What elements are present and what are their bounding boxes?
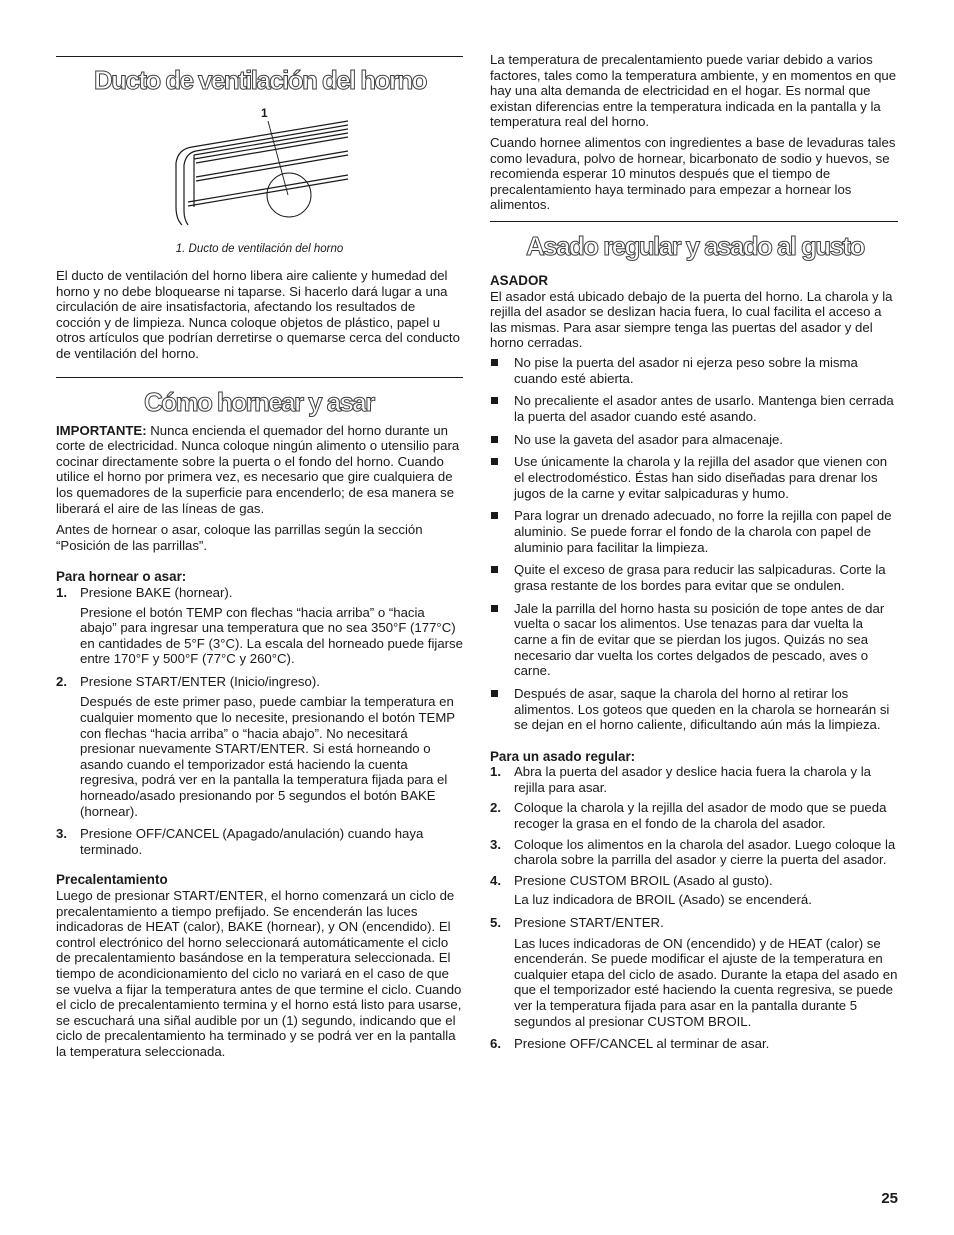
preheat-paragraph-3: Cuando hornee alimentos con ingredientes a base de levaduras tales como levadura, polvo de hornear, bicarbonato de sodio y huevos, se recomienda esperar 10 minutos después que el tiempo de precalentamiento haya terminado para empezar a hornear los alimentos. bbox=[490, 134, 896, 213]
bullet-marker bbox=[491, 605, 498, 612]
bake-step bbox=[56, 826, 463, 857]
section-rule bbox=[490, 221, 898, 222]
page-number: 25 bbox=[881, 1190, 898, 1207]
bullet-text: Quite el exceso de grasa para reducir las salpicaduras. Corte la grasa restante de los bordes para evitar que se ondulen. bbox=[514, 562, 886, 593]
step-text: Presione BAKE (hornear). bbox=[80, 584, 233, 600]
bullet-text: Para lograr un drenado adecuado, no forre la rejilla con papel de aluminio. Se puede forrar el fondo de la charola con papel de aluminio para facilitar la limpieza. bbox=[514, 508, 892, 555]
broiler-bullets bbox=[490, 355, 898, 733]
important-label: IMPORTANTE: bbox=[56, 422, 147, 438]
step-number: 6. bbox=[490, 1036, 501, 1052]
step-text: Coloque los alimentos en la charola del asador. Luego coloque la charola sobre la parrilla del asador y cierre la puerta del asador. bbox=[514, 836, 896, 868]
step-detail: Presione el botón TEMP con flechas “hacia arriba” o “hacia abajo” para ingresar una temperatura que no sea 350°F (177°C) en cantidades de 5°F (3°C). La escala del horneado puede fijarse entre 170°F y 500°F (77°C y 260°C). bbox=[80, 604, 463, 667]
bake-step bbox=[56, 674, 463, 819]
step-number: 3. bbox=[56, 826, 67, 842]
broil-steps bbox=[490, 764, 898, 1052]
bullet-text: Use únicamente la charola y la rejilla del asador que vienen con el electrodoméstico. Éstas han sido diseñadas para drenar los jugos de la carne y evitar salpicaduras y humo. bbox=[514, 454, 888, 501]
bullet-text: No pise la puerta del asador ni ejerza peso sobre la misma cuando esté abierta. bbox=[514, 354, 858, 386]
bullet-marker bbox=[491, 397, 498, 404]
bullet-text: Después de asar, saque la charola del horno al retirar los alimentos. Los goteos que queden en la charola se hornearán si se dejan en el horno caliente, dificultando aún más la limpieza. bbox=[514, 685, 890, 733]
oven-vent-drawing bbox=[56, 107, 463, 239]
regular-broil-heading: Para un asado regular: bbox=[490, 748, 636, 764]
right-column bbox=[490, 0, 898, 1052]
step-text: Presione OFF/CANCEL (Apagado/anulación) cuando haya terminado. bbox=[80, 826, 424, 857]
callout-number: 1 bbox=[261, 106, 268, 120]
step-number: 1. bbox=[56, 584, 67, 600]
broil-step bbox=[490, 800, 898, 831]
left-column bbox=[56, 0, 463, 1060]
bullet-marker bbox=[491, 436, 498, 443]
broil-step bbox=[490, 915, 898, 1029]
step-number: 2. bbox=[56, 673, 67, 689]
preheat-heading: Precalentamiento bbox=[56, 872, 168, 888]
broiler-paragraph: El asador está ubicado debajo de la puerta del horno. La charola y la rejilla del asador se deslizan hacia fuera, lo cual facilita el acceso a las mismas. Para asar siempre tenga las puertas del asador y del horno cerradas. bbox=[490, 288, 893, 351]
important-text: Nunca encienda el quemador del horno durante un corte de electricidad. Nunca coloque ningún alimento o utensilio para cocinar directamente sobre la puerta o el fondo del horno. Cuando utilice el horno por primera vez, es necesario que gire cualquiera de los quemadores de la superficie para encenderlo; de esa manera se liberará el aire de las líneas de gas. bbox=[56, 422, 460, 516]
bake-heading: Para hornear o asar: bbox=[56, 569, 187, 585]
vent-illustration bbox=[56, 107, 463, 239]
bake-steps bbox=[56, 585, 463, 858]
section-title-vent: Ducto de ventilación del horno bbox=[94, 65, 426, 95]
preheat-paragraph-2: La temperatura de precalentamiento puede variar debido a varios factores, tales como la temperatura ambiente, y en momentos en que hay una alta demanda de electricidad en el hogar. Es normal que existan diferencias entre la temperatura indicada en la pantalla y la temperatura real del horno. bbox=[490, 52, 897, 130]
step-text: Presione OFF/CANCEL al terminar de asar. bbox=[514, 1036, 770, 1052]
section-rule bbox=[56, 377, 463, 378]
bullet-item bbox=[490, 601, 898, 679]
step-text: Abra la puerta del asador y deslice hacia fuera la charola y la rejilla para asar. bbox=[514, 764, 872, 795]
bullet-marker bbox=[491, 458, 498, 465]
bullet-text: No use la gaveta del asador para almacenaje. bbox=[514, 431, 784, 447]
bullet-item bbox=[490, 393, 898, 424]
step-number: 1. bbox=[490, 764, 501, 780]
step-text: Presione CUSTOM BROIL (Asado al gusto). bbox=[514, 872, 773, 888]
step-text: Presione START/ENTER. bbox=[514, 915, 664, 931]
step-detail: La luz indicadora de BROIL (Asado) se encenderá. bbox=[514, 892, 812, 908]
broil-step bbox=[490, 837, 898, 868]
section-title-bake: Cómo hornear y asar bbox=[144, 386, 374, 417]
bullet-item bbox=[490, 562, 898, 593]
bake-intro: Antes de hornear o asar, coloque las parrillas según la sección “Posición de las parrillas”. bbox=[56, 522, 423, 553]
section-rule bbox=[56, 56, 463, 57]
bullet-item bbox=[490, 355, 898, 386]
step-number: 3. bbox=[490, 836, 501, 852]
step-text: Presione START/ENTER (Inicio/ingreso). bbox=[80, 673, 320, 689]
bullet-marker bbox=[491, 512, 498, 519]
broil-step bbox=[490, 873, 898, 908]
bullet-text: No precaliente el asador antes de usarlo. Mantenga bien cerrada la puerta del asador cuando esté asando. bbox=[514, 393, 894, 424]
broil-step bbox=[490, 1036, 898, 1052]
step-text: Coloque la charola y la rejilla del asador de modo que se pueda recoger la grasa en el fondo de la charola del asador. bbox=[514, 800, 887, 832]
bullet-item bbox=[490, 508, 898, 555]
bullet-item bbox=[490, 432, 898, 448]
bullet-text: Jale la parrilla del horno hasta su posición de tope antes de dar vuelta o sacar los alimentos. Use tenazas para dar vuelta la carne a fin de evitar que se pierdan los jugos. Quizás no sea necesario dar vuelta los cortes delgados de pescado, aves o carne. bbox=[514, 600, 885, 679]
step-detail: Las luces indicadoras de ON (encendido) y de HEAT (calor) se encenderán. Se puede modificar el ajuste de la temperatura en cualquier etapa del ciclo de asado. Durante la etapa del asado en que el temporizador esté haciendo la cuenta regresiva, se puede ver la temperatura fijada para asar en la pantalla durante 5 segundos al presionar CUSTOM BROIL. bbox=[514, 935, 898, 1029]
important-paragraph bbox=[56, 423, 463, 517]
step-detail: Después de este primer paso, puede cambiar la temperatura en cualquier momento que lo necesite, presionando el botón TEMP con flechas “hacia arriba” o “hacia abajo”. No necesitará presionar nuevamente START/ENTER. Si está horneando o asando cuando el temporizador está haciendo la cuenta regresiva, podrá ver en la pantalla la temperatura fijada para el horneado/asado presionando por 5 segundos el botón BAKE (hornear). bbox=[80, 694, 455, 819]
preheat-paragraph: Luego de presionar START/ENTER, el horno comenzará un ciclo de precalentamiento a tiempo prefijado. Se encenderán las luces indicadoras de HEAT (calor), BAKE (hornear), y ON (encendido). El control electrónico del horno seleccionará automáticamente el ciclo de precalentamiento basándose en la temperatura seleccionada. El tiempo de acondicionamiento del ciclo no variará en el caso de que se vuelva a fijar la temperatura antes de que termine el ciclo. Cuando el ciclo de precalentamiento termina y el horno está listo para usarse, se escuchará una siñal audible por un (1) segundo, indicando que el ciclo de precalentamiento ha terminado y se podrá ver en la pantalla la temperatura seleccionada. bbox=[56, 888, 462, 1059]
step-number: 5. bbox=[490, 915, 501, 931]
bullet-marker bbox=[491, 566, 498, 573]
broiler-heading: ASADOR bbox=[490, 272, 549, 288]
bake-step bbox=[56, 585, 463, 667]
bullet-item bbox=[490, 686, 898, 733]
bullet-marker bbox=[491, 359, 498, 366]
figure-caption: 1. Ducto de ventilación del horno bbox=[175, 243, 344, 255]
bullet-item bbox=[490, 454, 898, 501]
vent-paragraph: El ducto de ventilación del horno libera aire caliente y humedad del horno y no debe bloquearse ni taparse. Si hacerlo dará lugar a una circulación de aire insatisfactoria, afectando los resultados de cocción y de limpieza. Nunca coloque objetos de plástico, papel u otros artículos que podrían derretirse o quemarse cerca del conducto de ventilación del horno. bbox=[56, 268, 460, 361]
section-title-broil: Asado regular y asado al gusto bbox=[526, 230, 864, 261]
step-number: 2. bbox=[490, 800, 501, 816]
step-number: 4. bbox=[490, 872, 501, 888]
broil-step bbox=[490, 764, 898, 795]
bullet-marker bbox=[491, 690, 498, 697]
